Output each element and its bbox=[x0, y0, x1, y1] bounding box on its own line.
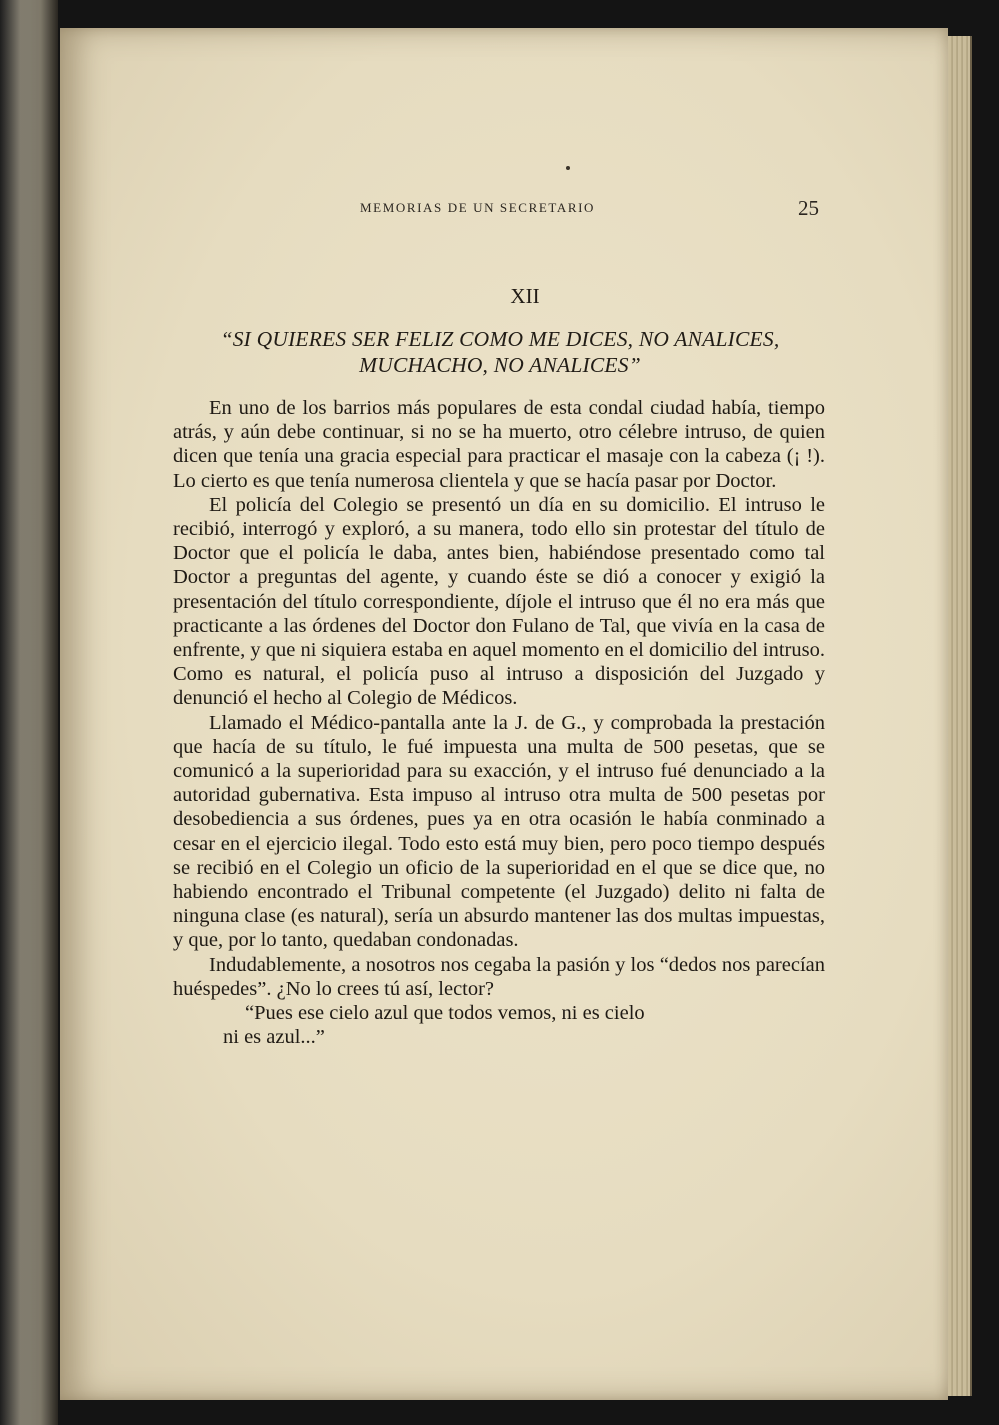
chapter-title-line: “SI QUIERES SER FELIZ COMO ME DICES, NO ANALICES, bbox=[220, 327, 780, 351]
paragraph: En uno de los barrios más populares de esta condal ciudad había, tiempo atrás, y aún debe continuar, si no se ha muerto, otro célebre intruso, de quien dicen que tenía una gracia especial para practicar el masaje con la cabeza (¡ !). Lo cierto es que tenía numerosa clientela y que se hacía pasar por Doctor. bbox=[173, 397, 825, 492]
book-page bbox=[60, 28, 948, 1400]
chapter-title bbox=[160, 326, 840, 378]
running-head: MEMORIAS DE UN SECRETARIO bbox=[360, 200, 596, 215]
page-header bbox=[60, 196, 948, 222]
verse-quote bbox=[173, 1001, 825, 1049]
left-page-edge bbox=[0, 0, 58, 1425]
page-number: 25 bbox=[798, 196, 819, 220]
paragraph: Indudablemente, a nosotros nos cegaba la pasión y los “dedos nos parecían huéspedes”. ¿No lo crees tú así, lector? bbox=[173, 953, 825, 1000]
paragraph: Llamado el Médico-pantalla ante la J. de G., y comprobada la prestación que hacía de su título, le fué impuesta una multa de 500 pesetas, que se comunicó a la superioridad para su exacción, y el intruso fué denunciado a la autoridad gubernativa. Esta impuso al intruso otra multa de 500 pesetas por desobediencia a sus órdenes, pues ya en otra ocasión le había conminado a cesar en el ejercicio ilegal. Todo esto está muy bien, pero poco tiempo después se recibió en el Colegio un oficio de la superioridad en el que se dice que, no habiendo encontrado el Tribunal competente (el Juzgado) delito ni falta de ninguna clase (es natural), sería un absurdo mantener las dos multas impuestas, y que, por lo tanto, quedaban condonadas. bbox=[173, 711, 825, 952]
verse-line: ni es azul...” bbox=[223, 1026, 325, 1049]
chapter-number: XII bbox=[510, 284, 540, 308]
paragraph: El policía del Colegio se presentó un día en su domicilio. El intruso le recibió, interrogó y exploró, a su manera, todo ello sin protestar del título de Doctor que el policía le daba, antes bien, habiéndose presentado como tal Doctor a preguntas del agente, y cuando éste se dió a conocer y exigió la presentación del título correspondiente, díjole el intruso que él no era más que practicante a las órdenes del Doctor don Fulano de Tal, que vivía en la casa de enfrente, y que ni siquiera estaba en aquel momento en el domicilio del intruso. Como es natural, el policía puso al intruso a disposición del Juzgado y denunció el hecho al Colegio de Médicos. bbox=[173, 493, 825, 710]
chapter-title-line: MUCHACHO, NO ANALICES” bbox=[359, 353, 641, 377]
print-speck bbox=[566, 166, 570, 170]
verse-line: “Pues ese cielo azul que todos vemos, ni es cielo bbox=[245, 1002, 645, 1025]
page-stack-edge bbox=[944, 36, 972, 1396]
body-text bbox=[173, 396, 825, 1049]
